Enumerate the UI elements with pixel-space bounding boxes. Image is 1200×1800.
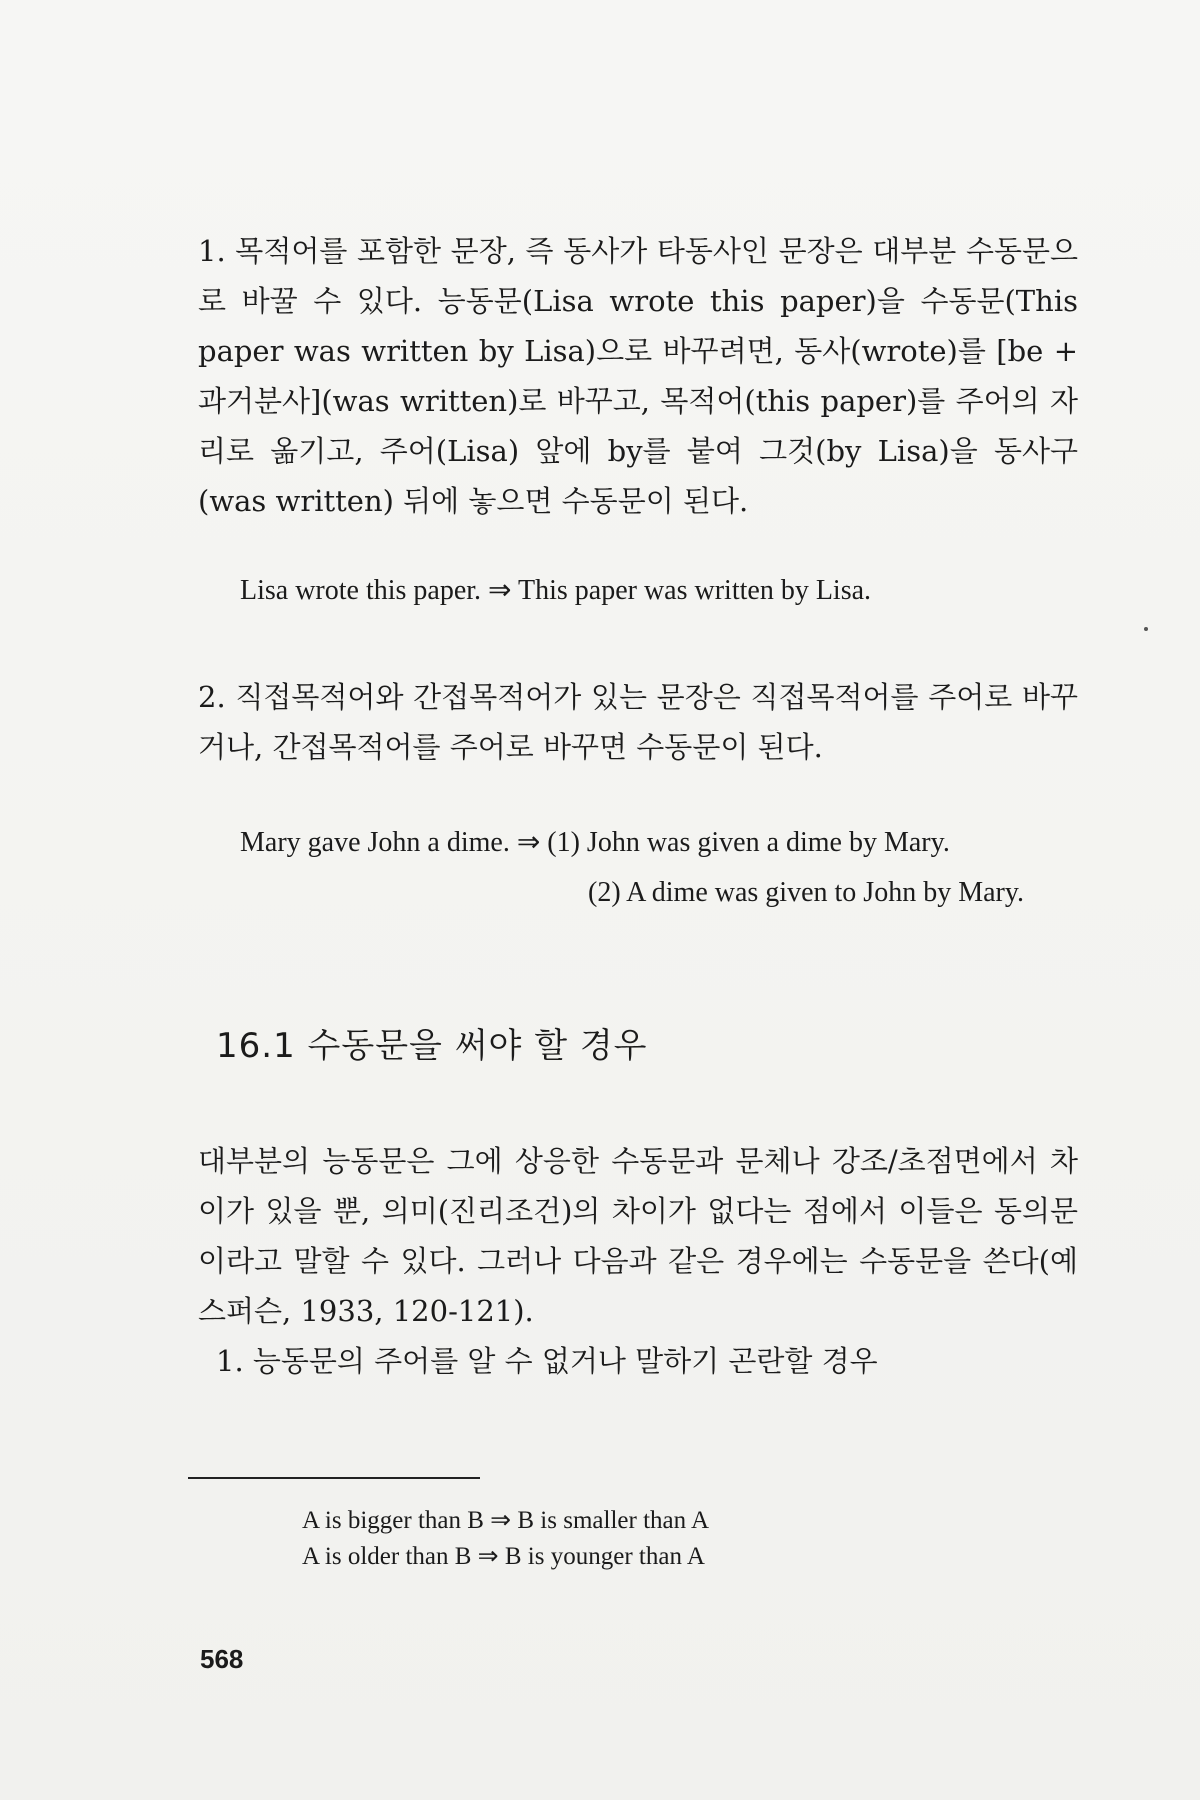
footnote-line-1: A is bigger than B ⇒ B is smaller than A — [302, 1507, 710, 1534]
paragraph-passive-rule-1 — [198, 226, 1078, 526]
footnote-line-2: A is older than B ⇒ B is younger than A — [302, 1543, 705, 1570]
page-number: 568 — [200, 1644, 244, 1674]
example-sentence-1: Lisa wrote this paper. ⇒ This paper was written by Lisa. — [240, 575, 872, 606]
paragraph-text: 1. 능동문의 주어를 알 수 없거나 말하기 곤란할 경우 — [216, 1344, 878, 1378]
example-sentence-2a: Mary gave John a dime. ⇒ (1) John was given a dime by Mary. — [240, 827, 950, 858]
paragraph-text: 대부분의 능동문은 그에 상응한 수동문과 문체나 강조/초점면에서 차이가 있을 뿐, 의미(진리조건)의 차이가 없다는 점에서 이들은 동의문이라고 말할 수 있다. 그러나 다음과 같은 경우에는 수동문을 쓴다(예스퍼슨, 1933, 120-121). — [198, 1144, 1078, 1328]
example-sentence-2b: (2) A dime was given to John by Mary. — [588, 877, 1025, 908]
paragraph-text: 1. 목적어를 포함한 문장, 즉 동사가 타동사인 문장은 대부분 수동문으로 바꿀 수 있다. 능동문(Lisa wrote this paper)을 수동문(This paper was written by Lisa)으로 바꾸려면, 동사(wrote)를 [be + 과거분사](was written)로 바꾸고, 목적어(this paper)를 주어의 자리로 옮기고, 주어(Lisa) 앞에 by를 붙여 그것(by Lisa)을 동사구(was written) 뒤에 놓으면 수동문이 된다. — [198, 234, 1078, 518]
scan-speck — [1144, 627, 1148, 631]
footnote-divider — [188, 1477, 480, 1479]
section-heading: 16.1 수동문을 써야 할 경우 — [216, 1026, 648, 1066]
paragraph-case-1 — [216, 1336, 1096, 1386]
paragraph-passive-rule-2 — [198, 672, 1078, 772]
paragraph-text: 2. 직접목적어와 간접목적어가 있는 문장은 직접목적어를 주어로 바꾸거나, 간접목적어를 주어로 바꾸면 수동문이 된다. — [198, 680, 1078, 764]
paragraph-intro — [198, 1136, 1078, 1336]
